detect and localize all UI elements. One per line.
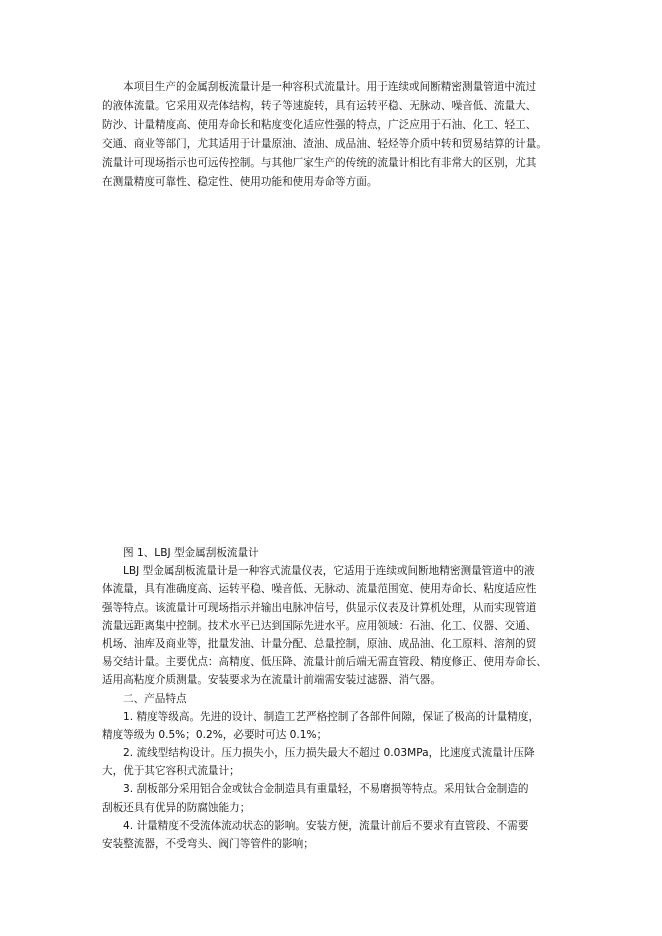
body-section: [102, 544, 580, 853]
description-line: 适用高粘度介质测量。安装要求为在流量计前端需安装过滤器、消气器。: [102, 674, 441, 687]
intro-line: 交通、商业等部门，尤其适用于计量原油、渣油、成品油、轻烃等介质中转和贸易结算的计量。: [102, 138, 547, 150]
description-line: 易交结计量。主要优点：高精度、低压降、流量计前后端无需直管段、精度修正、使用寿命长、: [102, 656, 547, 669]
intro-line: 防沙、计量精度高、使用寿命长和粘度变化适应性强的特点，广泛应用于石油、化工、轻工、: [102, 119, 537, 131]
feature-item-line: 2. 流线型结构设计。压力损失小，压力损失最大不超过 0.03MPa，比速度式流量计压降: [123, 747, 535, 760]
figure-placeholder: [102, 190, 572, 540]
intro-paragraph: [102, 78, 572, 192]
description-line: 强等特点。该流量计可现场指示并输出电脉冲信号，供显示仪表及计算机处理，从而实现管道: [102, 601, 537, 614]
feature-item-line: 精度等级为 0.5%；0.2%，必要时可达 0.1%；: [102, 728, 328, 741]
intro-line: 的液体流量。它采用双壳体结构，转子等速旋转，具有运转平稳、无脉动、噪音低、流量大、: [102, 100, 537, 112]
feature-item-line: 4. 计量精度不受流体流动状态的影响。安装方便，流量计前后不要求有直管段、不需要: [123, 819, 529, 832]
feature-item-line: 安装整流器，不受弯头、阀门等管件的影响；: [102, 838, 314, 850]
feature-item-line: 1. 精度等级高。先进的设计、制造工艺严格控制了各部件间隙，保证了极高的计量精度，: [123, 710, 540, 723]
feature-item-line: 3. 刮板部分采用铝合金或钛合金制造具有重量轻，不易磨损等特点。采用钛合金制造的: [123, 783, 529, 796]
description-line: 体流量，具有准确度高、运转平稳、噪音低、无脉动、流量范围宽、使用寿命长、粘度适应性: [102, 583, 537, 596]
feature-item-line: 大，优于其它容积式流量计；: [102, 765, 240, 778]
intro-line: 在测量精度可靠性、稳定性、使用功能和使用寿命等方面。: [102, 176, 378, 188]
description-line: LBJ 型金属刮板流量计是一种容式流量仪表，它适用于连续或间断地精密测量管道中的液: [123, 565, 535, 578]
feature-item-line: 刮板还具有优异的防腐蚀能力；: [102, 801, 251, 814]
description-line: 机场、油库及商业等，批量发油、计量分配、总量控制，原油、成品油、化工原料、溶剂的贸: [102, 637, 537, 650]
intro-line: 流量计可现场指示也可远传控制。与其他厂家生产的传统的流量计相比有非常大的区别，尤其: [102, 157, 537, 169]
section-heading: 二、产品特点: [123, 692, 187, 705]
description-line: 流量远距离集中控制。技术水平已达到国际先进水平。应用领域：石油、化工、仪器、交通、: [102, 619, 537, 632]
figure-caption: 图 1、LBJ 型金属刮板流量计: [123, 547, 259, 559]
intro-line: 本项目生产的金属刮板流量计是一种容积式流量计。用于连续或间断精密测量管道中流过: [123, 81, 537, 93]
